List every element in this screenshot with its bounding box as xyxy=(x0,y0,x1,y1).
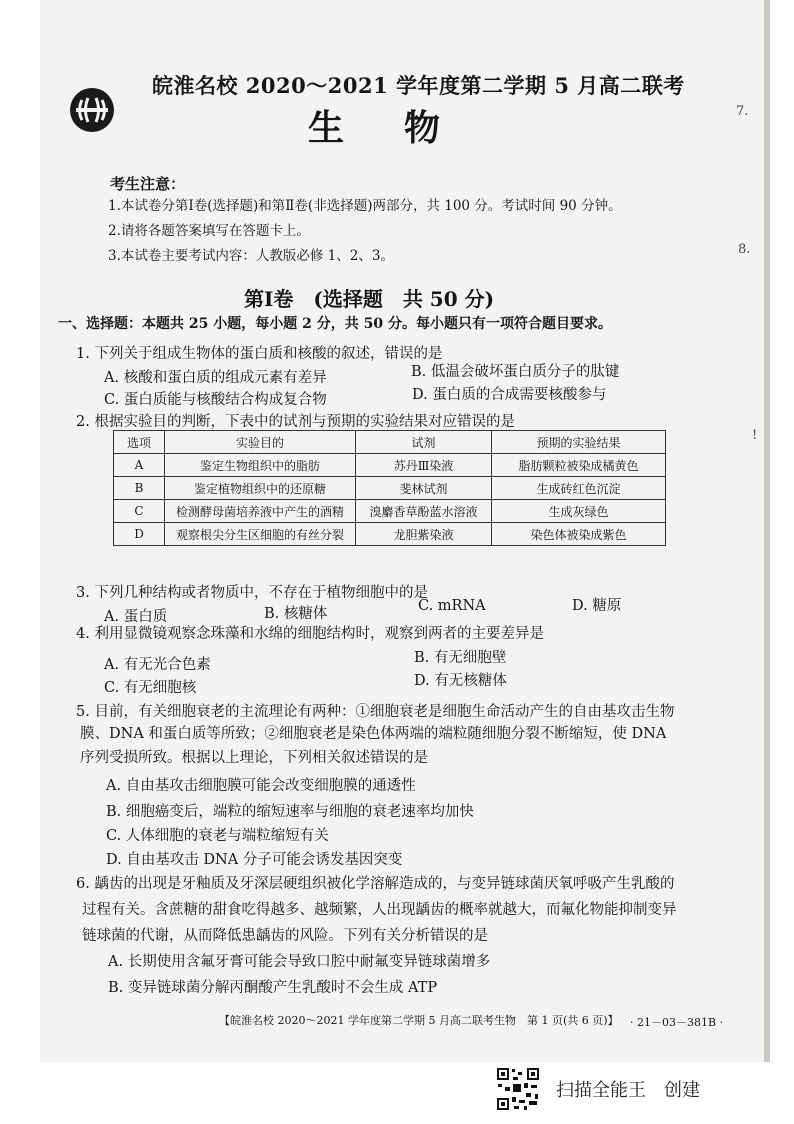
school-logo-icon xyxy=(68,86,116,134)
table-cell: 溴麝香草酚蓝水溶液 xyxy=(356,500,492,523)
table-cell: 斐林试剂 xyxy=(356,477,492,500)
question-3-stem: 3. 下列几种结构或者物质中，不存在于植物细胞中的是 xyxy=(76,585,428,601)
page-footer: 【皖淮名校 2020～2021 学年度第二学期 5 月高二联考生物 第 1 页(共 6 页)】 xyxy=(219,1014,619,1027)
table-cell: D xyxy=(114,523,165,546)
question-5-option-c: C. 人体细胞的衰老与端粒缩短有关 xyxy=(106,828,329,844)
question-4-option-d: D. 有无核糖体 xyxy=(414,673,507,689)
table-header: 试剂 xyxy=(356,431,492,454)
question-3-option-d: D. 糖原 xyxy=(572,598,622,614)
paper-edge-shadow xyxy=(764,0,770,1062)
question-3-option-a: A. 蛋白质 xyxy=(104,609,168,625)
question-4-option-a: A. 有无光合色素 xyxy=(104,657,211,673)
qr-code-icon xyxy=(496,1067,540,1111)
question-4-option-b: B. 有无细胞壁 xyxy=(414,650,507,666)
question-1-option-d: D. 蛋白质的合成需要核酸参与 xyxy=(412,387,607,403)
table-row xyxy=(114,523,666,546)
question-3-option-b: B. 核糖体 xyxy=(264,606,328,622)
question-4-stem: 4. 利用显微镜观察念珠藻和水绵的细胞结构时，观察到两者的主要差异是 xyxy=(76,626,544,642)
margin-number: 7. xyxy=(736,104,749,119)
question-3-option-c: C. mRNA xyxy=(418,598,486,614)
table-row xyxy=(114,500,666,523)
table-cell: 观察根尖分生区细胞的有丝分裂 xyxy=(165,523,356,546)
question-1-stem: 1. 下列关于组成生物体的蛋白质和核酸的叙述，错误的是 xyxy=(76,346,443,362)
question-1-option-a: A. 核酸和蛋白质的组成元素有差异 xyxy=(104,370,327,386)
exam-code: · 21－03－381B · xyxy=(630,1016,724,1029)
section-instruction: 一、选择题：本题共 25 小题，每小题 2 分，共 50 分。每小题只有一项符合题目要求。 xyxy=(58,316,612,332)
question-5-option-d: D. 自由基攻击 DNA 分子可能会诱发基因突变 xyxy=(106,852,403,868)
question-4-option-c: C. 有无细胞核 xyxy=(104,680,197,696)
table-header: 选项 xyxy=(114,431,165,454)
question-5-stem: 序列受损所致。根据以上理论，下列相关叙述错误的是 xyxy=(80,750,428,766)
table-cell: 脂肪颗粒被染成橘黄色 xyxy=(492,454,666,477)
notice-item: 3.本试卷主要考试内容：人教版必修 1、2、3。 xyxy=(108,248,394,264)
table-cell: C xyxy=(114,500,165,523)
scanner-watermark: 扫描全能王 创建 xyxy=(556,1080,700,1101)
question-1-option-b: B. 低温会破坏蛋白质分子的肽键 xyxy=(411,364,620,380)
subject-title: 生物 xyxy=(308,107,501,149)
notice-heading: 考生注意： xyxy=(110,175,186,193)
question-5-option-b: B. 细胞癌变后，端粒的缩短速率与细胞的衰老速率均加快 xyxy=(106,804,474,820)
table-cell: A xyxy=(114,454,165,477)
table-cell: 鉴定植物组织中的还原糖 xyxy=(165,477,356,500)
margin-number: 8. xyxy=(738,242,751,257)
table-cell: 苏丹Ⅲ染液 xyxy=(356,454,492,477)
question-6-stem: 6. 龋齿的出现是牙釉质及牙深层硬组织被化学溶解造成的，与变异链球菌厌氧呼吸产生乳酸的 xyxy=(76,876,675,892)
question-6-stem: 链球菌的代谢，从而降低患龋齿的风险。下列有关分析错误的是 xyxy=(82,928,488,944)
table-row xyxy=(114,477,666,500)
question-6-stem: 过程有关。含蔗糖的甜食吃得越多、越频繁，人出现龋齿的概率就越大，而氟化物能抑制变异 xyxy=(82,902,677,918)
question-6-option-a: A. 长期使用含氟牙膏可能会导致口腔中耐氟变异链球菌增多 xyxy=(108,954,491,970)
question-5-stem: 膜、DNA 和蛋白质等所致；②细胞衰老是染色体两端的端粒随细胞分裂不断缩短，使 DNA xyxy=(80,726,667,742)
margin-mark: ! xyxy=(752,428,758,443)
section-title: 第Ⅰ卷 (选择题 共 50 分) xyxy=(244,287,495,311)
table-cell: 龙胆紫染液 xyxy=(356,523,492,546)
notice-item: 2.请将各题答案填写在答题卡上。 xyxy=(108,223,310,239)
experiment-table xyxy=(113,430,666,546)
table-cell: B xyxy=(114,477,165,500)
question-6-option-b: B. 变异链球菌分解丙酮酸产生乳酸时不会生成 ATP xyxy=(108,980,438,996)
question-1-option-c: C. 蛋白质能与核酸结合构成复合物 xyxy=(104,392,327,408)
exam-header-title: 皖淮名校 2020～2021 学年度第二学期 5 月高二联考 xyxy=(152,73,685,98)
notice-item: 1.本试卷分第Ⅰ卷(选择题)和第Ⅱ卷(非选择题)两部分，共 100 分。考试时间 90 分钟。 xyxy=(108,198,622,214)
table-cell: 染色体被染成紫色 xyxy=(492,523,666,546)
table-cell: 生成灰绿色 xyxy=(492,500,666,523)
table-header-row xyxy=(114,431,666,454)
question-5-stem: 5. 目前，有关细胞衰老的主流理论有两种：①细胞衰老是细胞生命活动产生的自由基攻击生物 xyxy=(76,704,675,720)
question-2-stem: 2. 根据实验目的判断，下表中的试剂与预期的实验结果对应错误的是 xyxy=(76,414,515,430)
table-row xyxy=(114,454,666,477)
table-header: 实验目的 xyxy=(165,431,356,454)
question-5-option-a: A. 自由基攻击细胞膜可能会改变细胞膜的通透性 xyxy=(106,778,416,794)
table-cell: 鉴定生物组织中的脂肪 xyxy=(165,454,356,477)
table-cell: 检测酵母菌培养液中产生的酒精 xyxy=(165,500,356,523)
table-header: 预期的实验结果 xyxy=(492,431,666,454)
table-cell: 生成砖红色沉淀 xyxy=(492,477,666,500)
